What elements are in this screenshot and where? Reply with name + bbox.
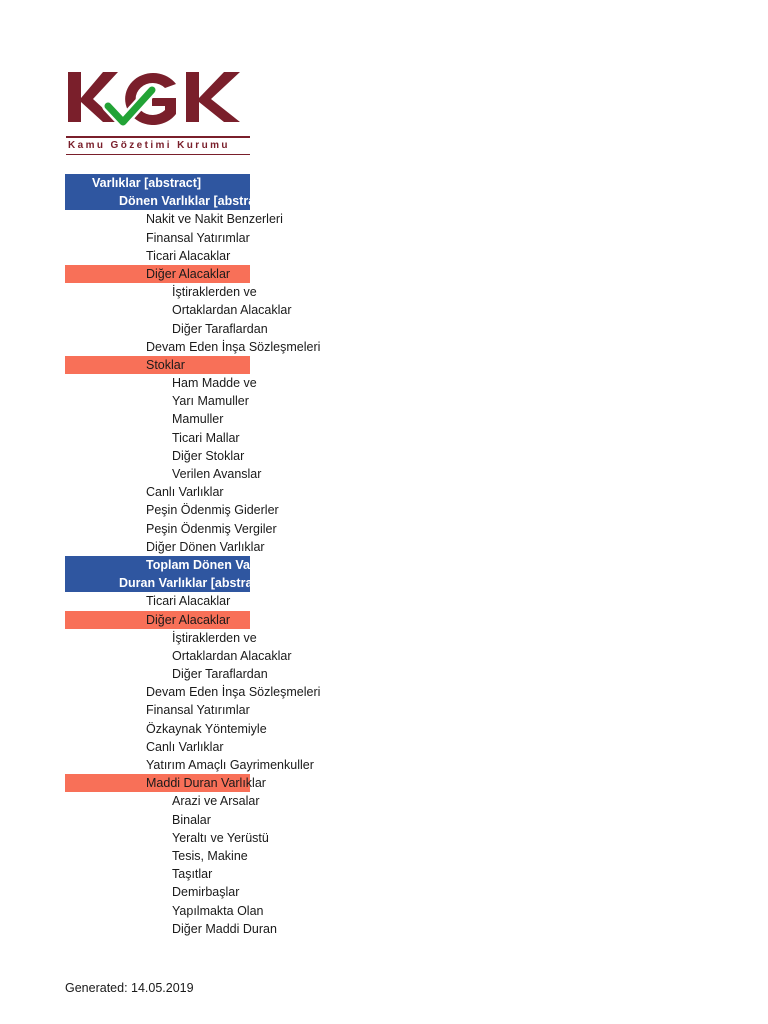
table-row: Diğer Taraflardan (172, 321, 268, 336)
table-row: Nakit ve Nakit Benzerleri (146, 212, 283, 227)
table-row: Mamuller (172, 412, 224, 427)
table-row: Ticari Alacaklar (146, 248, 231, 263)
table-row: Diğer Alacaklar (65, 611, 250, 629)
table-row: Devam Eden İnşa Sözleşmeleri (146, 339, 321, 354)
table-row: Yatırım Amaçlı Gayrimenkuller (146, 758, 314, 772)
table-row: İştiraklerden ve (172, 630, 257, 645)
kgk-logo-mark (66, 68, 250, 136)
table-row: Duran Varlıklar [abstract] (65, 574, 250, 592)
table-row: Diğer Taraflardan (172, 667, 268, 682)
table-row: Ticari Mallar (172, 430, 240, 445)
table-row: Arazi ve Arsalar (172, 794, 260, 809)
logo-subtitle: Kamu Gözetimi Kurumu (68, 140, 230, 151)
table-row: Taşıtlar (172, 867, 213, 882)
table-row: Peşin Ödenmiş Giderler (146, 503, 279, 518)
table-row: Ortaklardan Alacaklar (172, 303, 292, 318)
table-row: Maddi Duran Varlıklar (65, 774, 250, 792)
table-row: Binalar (172, 812, 211, 827)
table-row: Finansal Yatırımlar (146, 703, 250, 718)
table-row: Ticari Alacaklar (146, 594, 231, 609)
table-row: Özkaynak Yöntemiyle (146, 721, 267, 736)
table-row: Diğer Stoklar (172, 448, 245, 463)
balance-sheet-table (65, 174, 321, 938)
table-row: Peşin Ödenmiş Vergiler (146, 521, 277, 536)
table-row: Stoklar (65, 356, 250, 374)
table-row: İştiraklerden ve (172, 285, 257, 300)
table-row: Yeraltı ve Yerüstü (172, 830, 269, 845)
generated-date: Generated: 14.05.2019 (65, 981, 194, 995)
table-row: Canlı Varlıklar (146, 739, 224, 754)
table-row: Verilen Avanslar (172, 467, 262, 481)
table-row: Tesis, Makine (172, 848, 248, 863)
table-row: Varlıklar [abstract] (65, 174, 250, 192)
table-row: Yapılmakta Olan (172, 903, 264, 918)
table-row: Ham Madde ve (172, 376, 257, 391)
table-row: Demirbaşlar (172, 885, 240, 900)
kgk-logo (66, 68, 250, 160)
table-row: Diğer Dönen Varlıklar (146, 539, 265, 554)
logo-rule-bottom (66, 154, 250, 155)
table-row: Devam Eden İnşa Sözleşmeleri (146, 685, 321, 700)
table-row: Diğer Maddi Duran (172, 921, 277, 936)
table-row: Finansal Yatırımlar (146, 230, 250, 245)
table-row: Diğer Alacaklar (65, 265, 250, 283)
table-row: Toplam Dönen Varlıklar (65, 556, 250, 574)
table-row: Yarı Mamuller (172, 394, 249, 409)
table-row: Ortaklardan Alacaklar (172, 648, 292, 663)
logo-rule-top (66, 136, 250, 138)
table-row: Dönen Varlıklar [abstract] (65, 192, 250, 210)
table-row: Canlı Varlıklar (146, 485, 224, 500)
